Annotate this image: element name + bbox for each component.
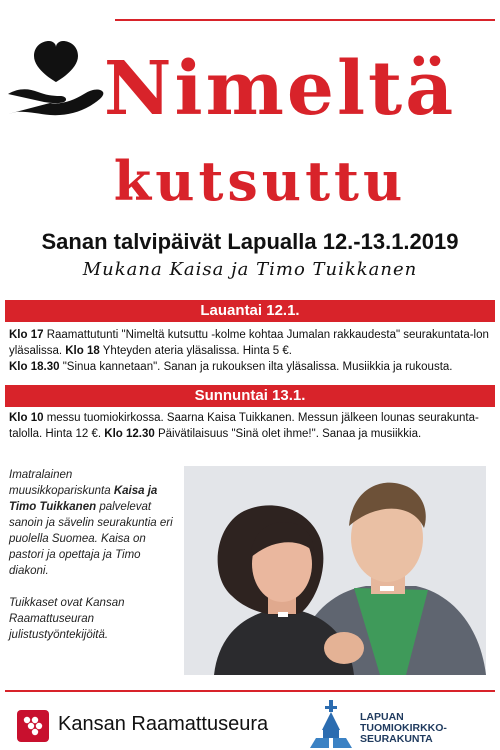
saturday-heading: Lauantai 12.1. (5, 300, 495, 322)
time-1830: Klo 18.30 (9, 361, 60, 373)
event-headline: Sanan talvipäivät Lapualla 12.-13.1.2019 (41, 229, 459, 254)
lapuan-tuomiokirkkoseurakunta-name: LAPUAN TUOMIOKIRKKO- SEURAKUNTA (360, 711, 447, 745)
performers-photo (184, 466, 486, 675)
title-line-1: Nimeltä (103, 46, 457, 132)
top-red-rule (115, 19, 495, 21)
sunday-program (9, 410, 493, 442)
saturday-line-2: Klo 18.30 "Sinua kannetaan". Sanan ja rukouksen ilta yläsalissa. Musiikkia ja rukousta. (9, 361, 453, 373)
bio-paragraph-1: Imatralainen muusikkopariskunta Kaisa ja Timo Tuikkanen palvelevat sanoin ja sävelin seurakuntia eri puolella Suomea. Kaisa on pastori ja opettaja ja Timo diakoni. (9, 469, 173, 577)
church-icon (310, 700, 352, 748)
time-17: Klo 17 (9, 329, 44, 341)
bottom-red-rule (5, 690, 495, 692)
time-10: Klo 10 (9, 412, 44, 424)
performers-subline: Mukana Kaisa ja Timo Tuikkanen (82, 259, 418, 280)
time-1230: Klo 12.30 (104, 428, 155, 440)
sunday-line: Klo 10 messu tuomiokirkossa. Saarna Kaisa Tuikkanen. Messun jälkeen lounas seurakunta-talolla. Hinta 12 €. Klo 12.30 Päivätilaisuus "Sinä olet ihme!". Sanaa ja musiikkia. (9, 412, 479, 440)
title-line-2: kutsuttu (113, 149, 407, 213)
performers-bio (9, 467, 174, 659)
sunday-heading: Sunnuntai 13.1. (5, 385, 495, 407)
performer-names: Kaisa ja Timo Tuikkanen (9, 485, 158, 513)
saturday-line-1: Klo 17 Raamattutunti "Nimeltä kutsuttu -kolme kohtaa Jumalan rakkaudesta" seurakuntata-lon yläsalissa. Klo 18 Yhteyden ateria yläsalissa. Hinta 5 €. (9, 329, 489, 357)
kansan-raamattuseura-logo-icon (17, 710, 49, 742)
kansan-raamattuseura-name: Kansan Raamattuseura (58, 713, 269, 735)
bio-paragraph-2: Tuikkaset ovat Kansan Raamattuseuran julistustyöntekijöitä. (9, 597, 125, 641)
saturday-program (9, 327, 493, 375)
time-18: Klo 18 (65, 345, 100, 357)
